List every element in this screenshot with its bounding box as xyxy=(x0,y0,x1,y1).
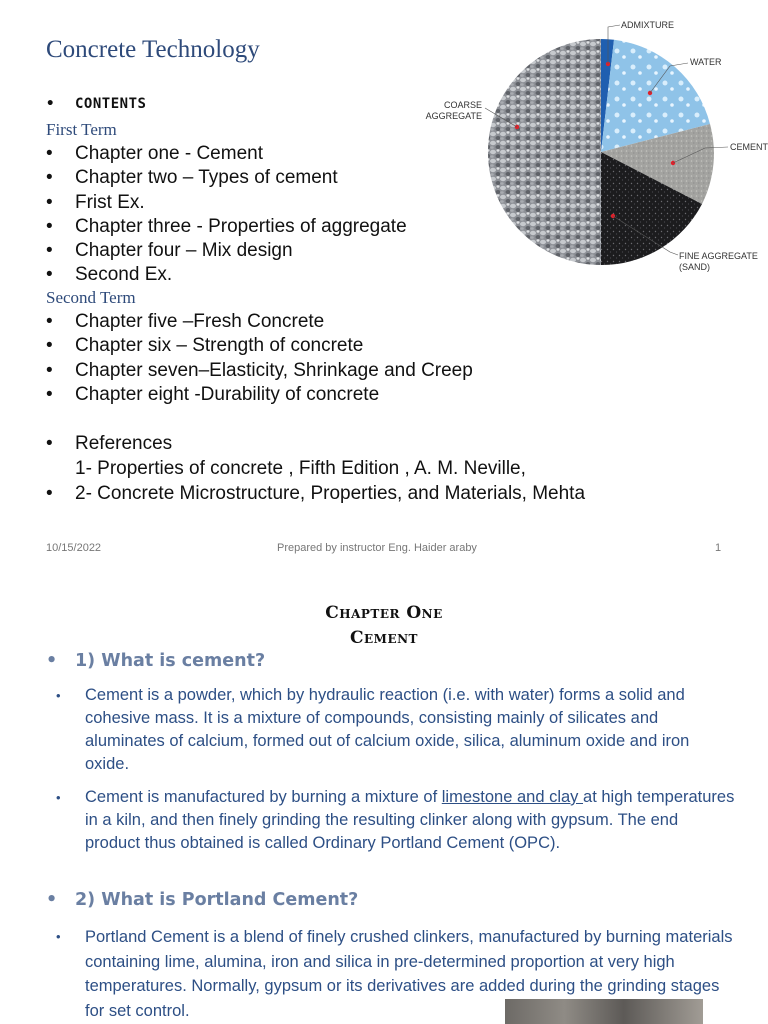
first-term-heading: First Term xyxy=(46,120,117,139)
contents-label: CONTENTS xyxy=(75,96,147,112)
chapter-subtitle: Cement xyxy=(349,628,418,648)
reference-item: • 2- Concrete Microstructure, Properties, and Materials, Mehta xyxy=(46,483,586,504)
question-heading: • 2) What is Portland Cement? xyxy=(46,890,359,910)
list-item: • Chapter four – Mix design xyxy=(46,240,293,262)
list-item: • Chapter one - Cement xyxy=(46,143,263,164)
second-term-list xyxy=(46,310,473,407)
footer-date: 10/15/2022 xyxy=(46,542,102,554)
fine-label-1: FINE AGGREGATE xyxy=(679,251,758,261)
paragraph: • Portland Cement is a blend of finely crushed clinkers, manufactured by burning materials containing lime, alumina, iron and silica in pre-determined proportion at very high temperatures. Normally, gypsum or its derivatives are added during the grinding stages for set control. xyxy=(56,928,733,1020)
list-item: • Chapter three - Properties of aggregate xyxy=(46,215,407,237)
list-item: • Second Ex. xyxy=(46,264,173,286)
bullet: • xyxy=(46,96,55,112)
cement-label: CEMENT xyxy=(730,142,768,152)
first-term-list xyxy=(46,142,407,288)
reference-item: 1- Properties of concrete , Fifth Edition , A. M. Neville, xyxy=(75,458,526,479)
paragraph: • Cement is manufactured by burning a mixture of limestone and clay at high temperatures in a kiln, and then finely grinding the resulting clinker along with gypsum. The end product thus obtained is called Ordinary Portland Cement (OPC). xyxy=(56,788,735,852)
limestone-link[interactable]: limestone and clay xyxy=(441,788,584,806)
fine-label-2: (SAND) xyxy=(679,262,710,272)
slide-title: Concrete Technology xyxy=(46,36,260,63)
list-item: • Chapter two – Types of cement xyxy=(46,167,338,189)
list-item: • Chapter eight -Durability of concrete xyxy=(46,383,380,405)
cement-photo xyxy=(505,999,703,1024)
coarse-label-2: AGGREGATE xyxy=(425,111,482,121)
second-term-heading: Second Term xyxy=(46,288,136,307)
concrete-components-diagram xyxy=(420,14,768,284)
contents-heading xyxy=(46,96,146,112)
references-heading: • References xyxy=(46,433,173,454)
paragraph: • Cement is a powder, which by hydraulic reaction (i.e. with water) forms a solid and cohesive mass. It is a mixture of compounds, consisting mainly of silicates and aluminates of calcium, formed out of calcium oxide, silica, aluminum oxide and iron oxide. xyxy=(56,686,690,773)
list-item: • Chapter seven–Elasticity, Shrinkage and Creep xyxy=(46,359,473,381)
water-label: WATER xyxy=(690,57,722,67)
list-item: • Frist Ex. xyxy=(46,191,145,213)
list-item: • Chapter five –Fresh Concrete xyxy=(46,311,325,332)
admixture-label: ADMIXTURE xyxy=(621,20,675,30)
coarse-aggregate-slice xyxy=(488,39,601,265)
chapter-title: Chapter One xyxy=(325,603,443,623)
footer-author: Prepared by instructor Eng. Haider araby xyxy=(277,542,477,554)
question-heading: • 1) What is cement? xyxy=(46,651,266,671)
coarse-label-1: COARSE xyxy=(443,100,482,110)
slide-chapter-one xyxy=(0,575,768,1024)
list-item: • Chapter six – Strength of concrete xyxy=(46,335,364,357)
references xyxy=(46,431,585,506)
footer-page-number: 1 xyxy=(715,542,722,554)
